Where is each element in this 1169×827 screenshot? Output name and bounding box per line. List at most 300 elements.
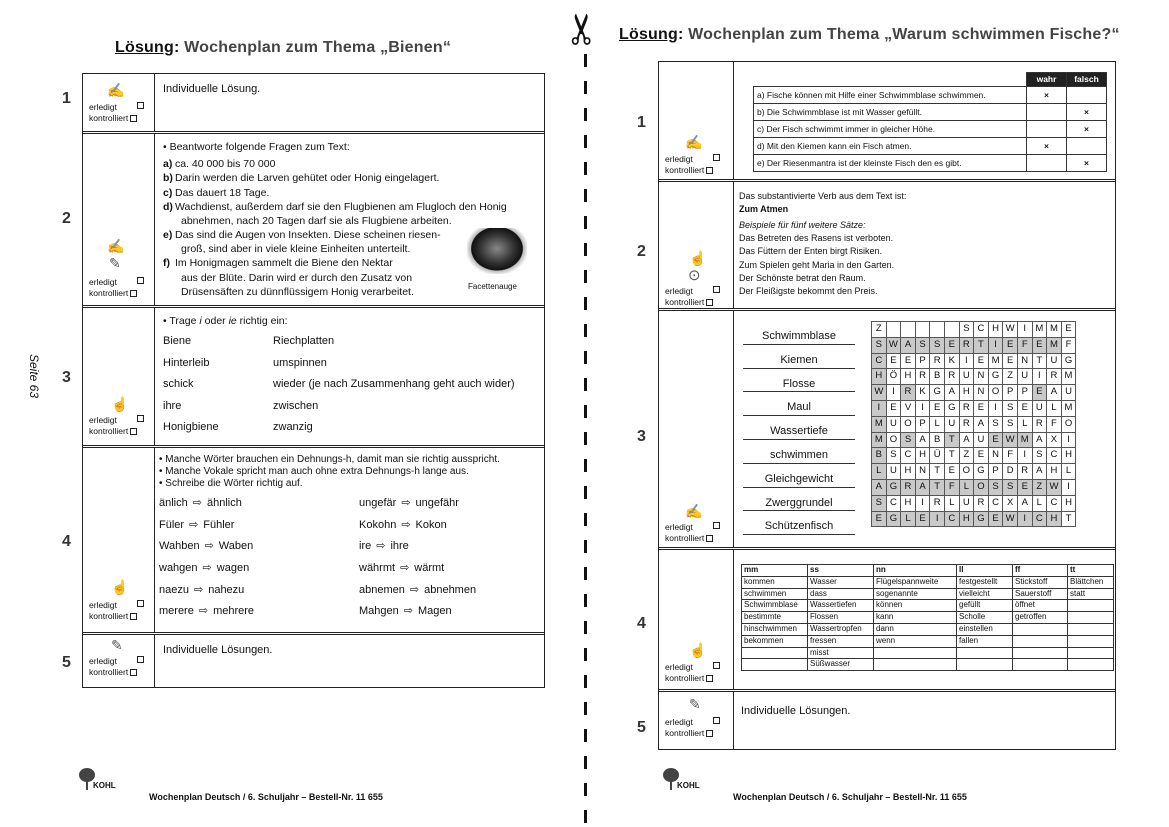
arrow-icon: ⇨ <box>403 605 413 618</box>
grid-cell: U <box>886 416 901 432</box>
done-checkbox[interactable] <box>713 286 720 293</box>
grid-cell: I <box>1061 432 1076 448</box>
grid-cell: P <box>915 416 930 432</box>
pair-right <box>359 518 447 540</box>
grid-cell: W <box>886 337 901 353</box>
answer-line <box>163 214 544 228</box>
table-cell: fressen <box>808 635 874 647</box>
compound-eye-image <box>467 228 527 274</box>
example-sentence: Das Füttern der Enten birgt Risiken. <box>739 246 883 257</box>
cut-line-segment <box>584 459 587 472</box>
grid-cell: K <box>944 353 959 369</box>
done-checkbox[interactable] <box>137 600 144 607</box>
grid-cell: A <box>1032 432 1047 448</box>
left-row-1 <box>83 74 544 134</box>
table-cell: Stickstoff <box>1013 576 1068 588</box>
wrong-word: Mahgen <box>359 605 399 618</box>
answer-text: Das dauert 18 Tage. <box>175 186 270 199</box>
grid-cell: E <box>915 511 930 527</box>
grid-cell: S <box>1003 400 1018 416</box>
grid-cell: R <box>915 369 930 385</box>
grid-cell: S <box>915 337 930 353</box>
check-boxes: erledigt kontrolliert <box>665 662 720 683</box>
word-row <box>163 377 544 399</box>
wrong-word: wahgen <box>159 562 198 575</box>
pair-right <box>359 604 452 626</box>
pair-left <box>159 561 359 583</box>
controlled-checkbox[interactable] <box>706 167 713 174</box>
grid-cell: N <box>915 464 930 480</box>
grid-cell: U <box>1017 369 1032 385</box>
answer-line <box>163 186 544 200</box>
grid-cell: R <box>959 337 974 353</box>
table-row <box>742 623 1114 635</box>
answer-text: Im Honigmagen sammelt die Biene den Nektar <box>175 257 393 270</box>
grid-cell <box>944 322 959 338</box>
grid-cell: R <box>930 495 945 511</box>
grid-cell: I <box>1061 479 1076 495</box>
right-row-number-2: 2 <box>637 243 646 260</box>
grid-cell: C <box>901 448 916 464</box>
table-cell: Flossen <box>808 612 874 624</box>
grid-cell: A <box>872 479 887 495</box>
grid-cell: E <box>1017 400 1032 416</box>
left-r3-intro: • Trage i oder ie richtig ein: <box>163 315 288 327</box>
grid-cell: E <box>988 432 1003 448</box>
statement-text: c) Der Fisch schwimmt immer in gleicher Höhe. <box>754 121 1027 138</box>
grid-cell: E <box>886 353 901 369</box>
grid-cell: S <box>1003 416 1018 432</box>
true-false-table <box>753 72 1107 172</box>
grid-cell <box>886 322 901 338</box>
grid-cell: X <box>1003 495 1018 511</box>
grid-cell: E <box>1061 322 1076 338</box>
grid-row <box>872 511 1076 527</box>
hand-icon: ☝ <box>111 396 129 412</box>
check-boxes: erledigt kontrolliert <box>89 102 144 123</box>
table-cell: misst <box>808 647 874 659</box>
grid-row <box>872 464 1076 480</box>
grid-cell: G <box>886 479 901 495</box>
done-checkbox[interactable] <box>137 415 144 422</box>
grid-cell: I <box>988 337 1003 353</box>
grid-cell <box>930 322 945 338</box>
grid-cell: I <box>886 385 901 401</box>
table-cell: schwimmen <box>742 588 808 600</box>
wrong-word: Kokohn <box>359 518 397 531</box>
right-row-number-5: 5 <box>637 719 646 736</box>
grid-cell: R <box>901 479 916 495</box>
cut-line-segment <box>584 567 587 580</box>
signature-icon: ✍ <box>107 82 125 98</box>
grid-cell: I <box>959 353 974 369</box>
answer-text: Drüsensäften zu dünnflüssigem Honig verarbeitet. <box>181 285 414 298</box>
done-checkbox[interactable] <box>137 277 144 284</box>
right-row-number-1: 1 <box>637 114 646 131</box>
done-checkbox[interactable] <box>713 662 720 669</box>
search-word: Schützenfisch <box>743 519 855 535</box>
instruction-text: Manche Wörter brauchen ein Dehnungs-h, damit man sie richtig ausspricht. <box>165 454 500 465</box>
right-title-label: Lösung <box>619 26 678 43</box>
grid-cell: H <box>901 369 916 385</box>
page-number-side: Seite 63 <box>27 354 41 399</box>
grid-cell: N <box>974 385 989 401</box>
word-row <box>163 399 544 421</box>
true-mark <box>1027 104 1067 121</box>
controlled-checkbox[interactable] <box>130 613 137 620</box>
done-checkbox[interactable] <box>713 717 720 724</box>
arrow-icon: ⇨ <box>376 540 386 553</box>
pencil-icon: ✎ <box>689 696 701 712</box>
left-page-title: Lösung: Wochenplan zum Thema „Bienen“ <box>115 39 452 56</box>
compound-eye-caption: Facettenauge <box>468 282 517 291</box>
grid-cell: T <box>944 432 959 448</box>
cut-line-segment <box>584 162 587 175</box>
answer-text: Darin werden die Larven gehütet oder Honig eingelagert. <box>175 172 440 185</box>
grid-cell: I <box>1017 511 1032 527</box>
wrong-word: Füler <box>159 518 185 531</box>
grid-cell: Z <box>1003 369 1018 385</box>
grid-cell: C <box>944 511 959 527</box>
search-word: Zwerggrundel <box>743 496 855 512</box>
controlled-checkbox[interactable] <box>706 675 713 682</box>
table-cell: festgestellt <box>957 576 1013 588</box>
grid-cell: T <box>974 337 989 353</box>
grid-cell: D <box>1003 464 1018 480</box>
grid-cell: W <box>1003 511 1018 527</box>
grid-cell: L <box>944 495 959 511</box>
grid-cell: S <box>872 337 887 353</box>
table-cell: Süßwasser <box>808 659 874 671</box>
grid-row <box>872 448 1076 464</box>
hand-icon: ☝ <box>111 579 129 595</box>
table-cell <box>1013 623 1068 635</box>
cut-line-segment <box>584 324 587 337</box>
grid-cell: M <box>1047 337 1062 353</box>
cut-line-segment <box>584 729 587 742</box>
check-boxes: erledigt kontrolliert <box>665 286 720 307</box>
right-row-number-3: 3 <box>637 428 646 445</box>
done-checkbox[interactable] <box>713 154 720 161</box>
answer-text: abnehmen, nach 20 Tagen darf sie als Flugbiene arbeiten. <box>181 214 452 227</box>
table-cell: öffnet <box>1013 600 1068 612</box>
arrow-icon: ⇨ <box>189 518 199 531</box>
table-cell: kommen <box>742 576 808 588</box>
controlled-checkbox[interactable] <box>706 730 713 737</box>
pair-left <box>159 604 359 626</box>
table-cell <box>1068 600 1114 612</box>
scissors-icon: ✂ <box>558 11 606 47</box>
pair-row <box>159 518 544 540</box>
table-cell: Blättchen <box>1068 576 1114 588</box>
grid-cell: E <box>1017 479 1032 495</box>
publisher-logo <box>659 768 729 802</box>
grid-cell: E <box>944 337 959 353</box>
table-cell <box>1068 612 1114 624</box>
grid-cell: M <box>1032 322 1047 338</box>
word-left: ihre <box>163 399 182 412</box>
grid-cell: L <box>1061 464 1076 480</box>
grid-cell: H <box>1047 511 1062 527</box>
grid-cell: H <box>901 464 916 480</box>
r2-line-3: Beispiele für fünf weitere Sätze: <box>739 219 866 230</box>
grid-cell: U <box>959 369 974 385</box>
grid-cell: A <box>901 337 916 353</box>
grid-cell: U <box>1032 400 1047 416</box>
answer-key: e) <box>163 229 173 242</box>
grid-cell: O <box>959 464 974 480</box>
done-checkbox[interactable] <box>713 522 720 529</box>
grid-cell: B <box>872 448 887 464</box>
pencil-icon: ✎ <box>109 255 121 271</box>
grid-cell: T <box>944 448 959 464</box>
word-row <box>163 420 544 442</box>
statement-row <box>754 138 1107 155</box>
left-r4-instructions <box>159 454 544 490</box>
grid-cell: Z <box>959 448 974 464</box>
grid-cell: G <box>974 464 989 480</box>
table-cell <box>1068 647 1114 659</box>
word-right: zwanzig <box>273 421 313 434</box>
answer-key: f) <box>163 257 170 270</box>
grid-cell: B <box>930 369 945 385</box>
table-cell: Wasser <box>808 576 874 588</box>
pair-right <box>359 561 444 583</box>
table-cell: getroffen <box>1013 612 1068 624</box>
word-right: zwischen <box>273 399 319 412</box>
cut-line-segment <box>584 378 587 391</box>
check-boxes: erledigt kontrolliert <box>89 415 144 436</box>
left-row-number-4: 4 <box>62 533 71 550</box>
grid-cell: R <box>1032 416 1047 432</box>
statement-text: b) Die Schwimmblase ist mit Wasser gefüllt. <box>754 104 1027 121</box>
grid-cell: R <box>1047 369 1062 385</box>
grid-cell: T <box>930 464 945 480</box>
grid-cell: R <box>930 353 945 369</box>
cut-line-segment <box>584 675 587 688</box>
grid-cell: M <box>988 353 1003 369</box>
pair-row <box>159 539 544 561</box>
check-boxes: erledigt kontrolliert <box>665 717 720 738</box>
grid-cell: I <box>872 400 887 416</box>
cut-line-segment <box>584 351 587 364</box>
wrong-word: merere <box>159 605 194 618</box>
left-row-number-3: 3 <box>62 369 71 386</box>
answer-key: d) <box>163 200 173 213</box>
table-cell: dann <box>874 623 957 635</box>
cut-line-segment <box>584 216 587 229</box>
search-word: Kiemen <box>743 353 855 369</box>
right-title-text: Wochenplan zum Thema „Warum schwimmen Fische?“ <box>688 26 1120 43</box>
pair-left <box>159 583 359 605</box>
check-boxes: erledigt kontrolliert <box>89 656 144 677</box>
arrow-icon: ⇨ <box>204 540 214 553</box>
pair-row <box>159 561 544 583</box>
header-blank <box>754 73 1027 87</box>
grid-cell: U <box>1061 385 1076 401</box>
table-row <box>742 576 1114 588</box>
column-header: nn <box>874 565 957 577</box>
pair-row <box>159 604 544 626</box>
answer-line <box>163 200 544 214</box>
grid-cell: T <box>930 479 945 495</box>
table-row <box>742 659 1114 671</box>
false-mark <box>1067 87 1107 104</box>
header-true: wahr <box>1027 73 1067 87</box>
search-word: Flosse <box>743 377 855 393</box>
grid-cell: A <box>974 416 989 432</box>
grid-cell: U <box>1047 353 1062 369</box>
grid-cell: S <box>886 448 901 464</box>
grid-cell: S <box>1003 479 1018 495</box>
answer-line <box>163 171 544 185</box>
grid-cell: E <box>1003 337 1018 353</box>
pair-right <box>359 496 459 518</box>
pencil-icon: ✎ <box>111 637 123 653</box>
grid-cell: N <box>974 369 989 385</box>
true-mark <box>1027 121 1067 138</box>
grid-cell: H <box>915 448 930 464</box>
controlled-checkbox[interactable] <box>130 428 137 435</box>
check-boxes: erledigt kontrolliert <box>665 522 720 543</box>
table-cell: Flügelspannweite <box>874 576 957 588</box>
cut-line-segment <box>584 756 587 769</box>
search-word: Gleichgewicht <box>743 472 855 488</box>
grid-cell: N <box>1017 353 1032 369</box>
left-r4-word-pairs <box>159 496 544 626</box>
grid-cell: R <box>1017 464 1032 480</box>
false-mark <box>1067 138 1107 155</box>
left-title-text: Wochenplan zum Thema „Bienen“ <box>184 39 452 56</box>
right-row-4 <box>659 550 1115 692</box>
signature-icon: ✍ <box>685 134 703 150</box>
word-row <box>163 334 544 356</box>
done-checkbox[interactable] <box>137 102 144 109</box>
wrong-word: änlich <box>159 497 188 509</box>
grid-cell: E <box>1032 385 1047 401</box>
left-row-5 <box>83 635 544 687</box>
signature-icon: ✍ <box>107 238 125 254</box>
right-row-number-4: 4 <box>637 615 646 632</box>
grid-cell: E <box>1032 337 1047 353</box>
correct-word: Waben <box>218 540 254 553</box>
correct-word: ähnlich <box>206 497 242 509</box>
grid-cell: I <box>1032 369 1047 385</box>
grid-cell: O <box>974 479 989 495</box>
pair-row <box>159 583 544 605</box>
left-row-4 <box>83 448 544 635</box>
true-mark: × <box>1027 138 1067 155</box>
grid-cell: E <box>886 400 901 416</box>
correct-word: wärmt <box>414 562 445 575</box>
left-row-number-1: 1 <box>62 90 71 107</box>
statement-text: d) Mit den Kiemen kann ein Fisch atmen. <box>754 138 1027 155</box>
cut-line-segment <box>584 486 587 499</box>
table-cell: sogenannte <box>874 588 957 600</box>
instruction-text: Manche Vokale spricht man auch ohne extra Dehnungs-h lange aus. <box>165 466 469 477</box>
logo-text: KOHL <box>93 781 116 790</box>
true-mark <box>1027 155 1067 172</box>
done-checkbox[interactable] <box>137 656 144 663</box>
correct-word: Fühler <box>203 518 235 531</box>
grid-cell: E <box>988 511 1003 527</box>
grid-cell: U <box>886 464 901 480</box>
right-row-5 <box>659 692 1115 749</box>
search-word: Maul <box>743 400 855 416</box>
answer-key: b) <box>163 172 173 185</box>
grid-row <box>872 495 1076 511</box>
table-cell: Sauerstoff <box>1013 588 1068 600</box>
controlled-checkbox[interactable] <box>130 669 137 676</box>
grid-cell: G <box>930 385 945 401</box>
statement-text: a) Fische können mit Hilfe einer Schwimmblase schwimmen. <box>754 87 1027 104</box>
grid-cell: P <box>1003 385 1018 401</box>
left-r3-word-list <box>163 334 544 442</box>
grid-cell: A <box>959 432 974 448</box>
check-boxes: erledigt kontrolliert <box>89 600 144 621</box>
grid-cell: R <box>901 385 916 401</box>
table-cell: bekommen <box>742 635 808 647</box>
grid-cell: X <box>1047 432 1062 448</box>
grid-cell: P <box>915 353 930 369</box>
statement-row <box>754 87 1107 104</box>
table-cell: Schwimmblase <box>742 600 808 612</box>
table-row <box>742 647 1114 659</box>
table-cell <box>1068 635 1114 647</box>
table-cell: bestimmte <box>742 612 808 624</box>
grid-cell: F <box>1017 337 1032 353</box>
cut-line-segment <box>584 108 587 121</box>
table-cell: vielleicht <box>957 588 1013 600</box>
example-sentence: Der Schönste betrat den Raum. <box>739 272 866 283</box>
search-word: Wassertiefe <box>743 424 855 440</box>
grid-cell: H <box>1061 448 1076 464</box>
table-cell: gefüllt <box>957 600 1013 612</box>
grid-cell: L <box>959 479 974 495</box>
statement-row <box>754 155 1107 172</box>
grid-row <box>872 400 1076 416</box>
right-footer: Wochenplan Deutsch / 6. Schuljahr – Bestell-Nr. 11 655 <box>733 792 967 802</box>
controlled-checkbox[interactable] <box>130 290 137 297</box>
cut-line-segment <box>584 810 587 823</box>
grid-cell: E <box>901 353 916 369</box>
grid-cell: W <box>872 385 887 401</box>
grid-cell: C <box>988 495 1003 511</box>
column-header: mm <box>742 565 808 577</box>
table-cell: können <box>874 600 957 612</box>
controlled-checkbox[interactable] <box>130 115 137 122</box>
publisher-logo <box>75 768 145 802</box>
controlled-checkbox[interactable] <box>706 299 713 306</box>
grid-cell: G <box>974 511 989 527</box>
controlled-checkbox[interactable] <box>706 535 713 542</box>
table-cell: dass <box>808 588 874 600</box>
signature-icon: ✍ <box>685 503 703 519</box>
arrow-icon: ⇨ <box>198 605 209 618</box>
grid-cell: C <box>1047 495 1062 511</box>
column-header: ll <box>957 565 1013 577</box>
arrow-icon: ⇨ <box>401 518 411 531</box>
grid-cell: S <box>872 495 887 511</box>
cut-line-segment <box>584 270 587 283</box>
false-mark: × <box>1067 104 1107 121</box>
grid-cell: G <box>944 400 959 416</box>
cut-line-segment <box>584 702 587 715</box>
table-cell: statt <box>1068 588 1114 600</box>
wrong-word: währmt <box>359 562 396 575</box>
table-cell: wenn <box>874 635 957 647</box>
right-page-title: Lösung: Wochenplan zum Thema „Warum schwimmen Fische?“ <box>619 26 1120 43</box>
